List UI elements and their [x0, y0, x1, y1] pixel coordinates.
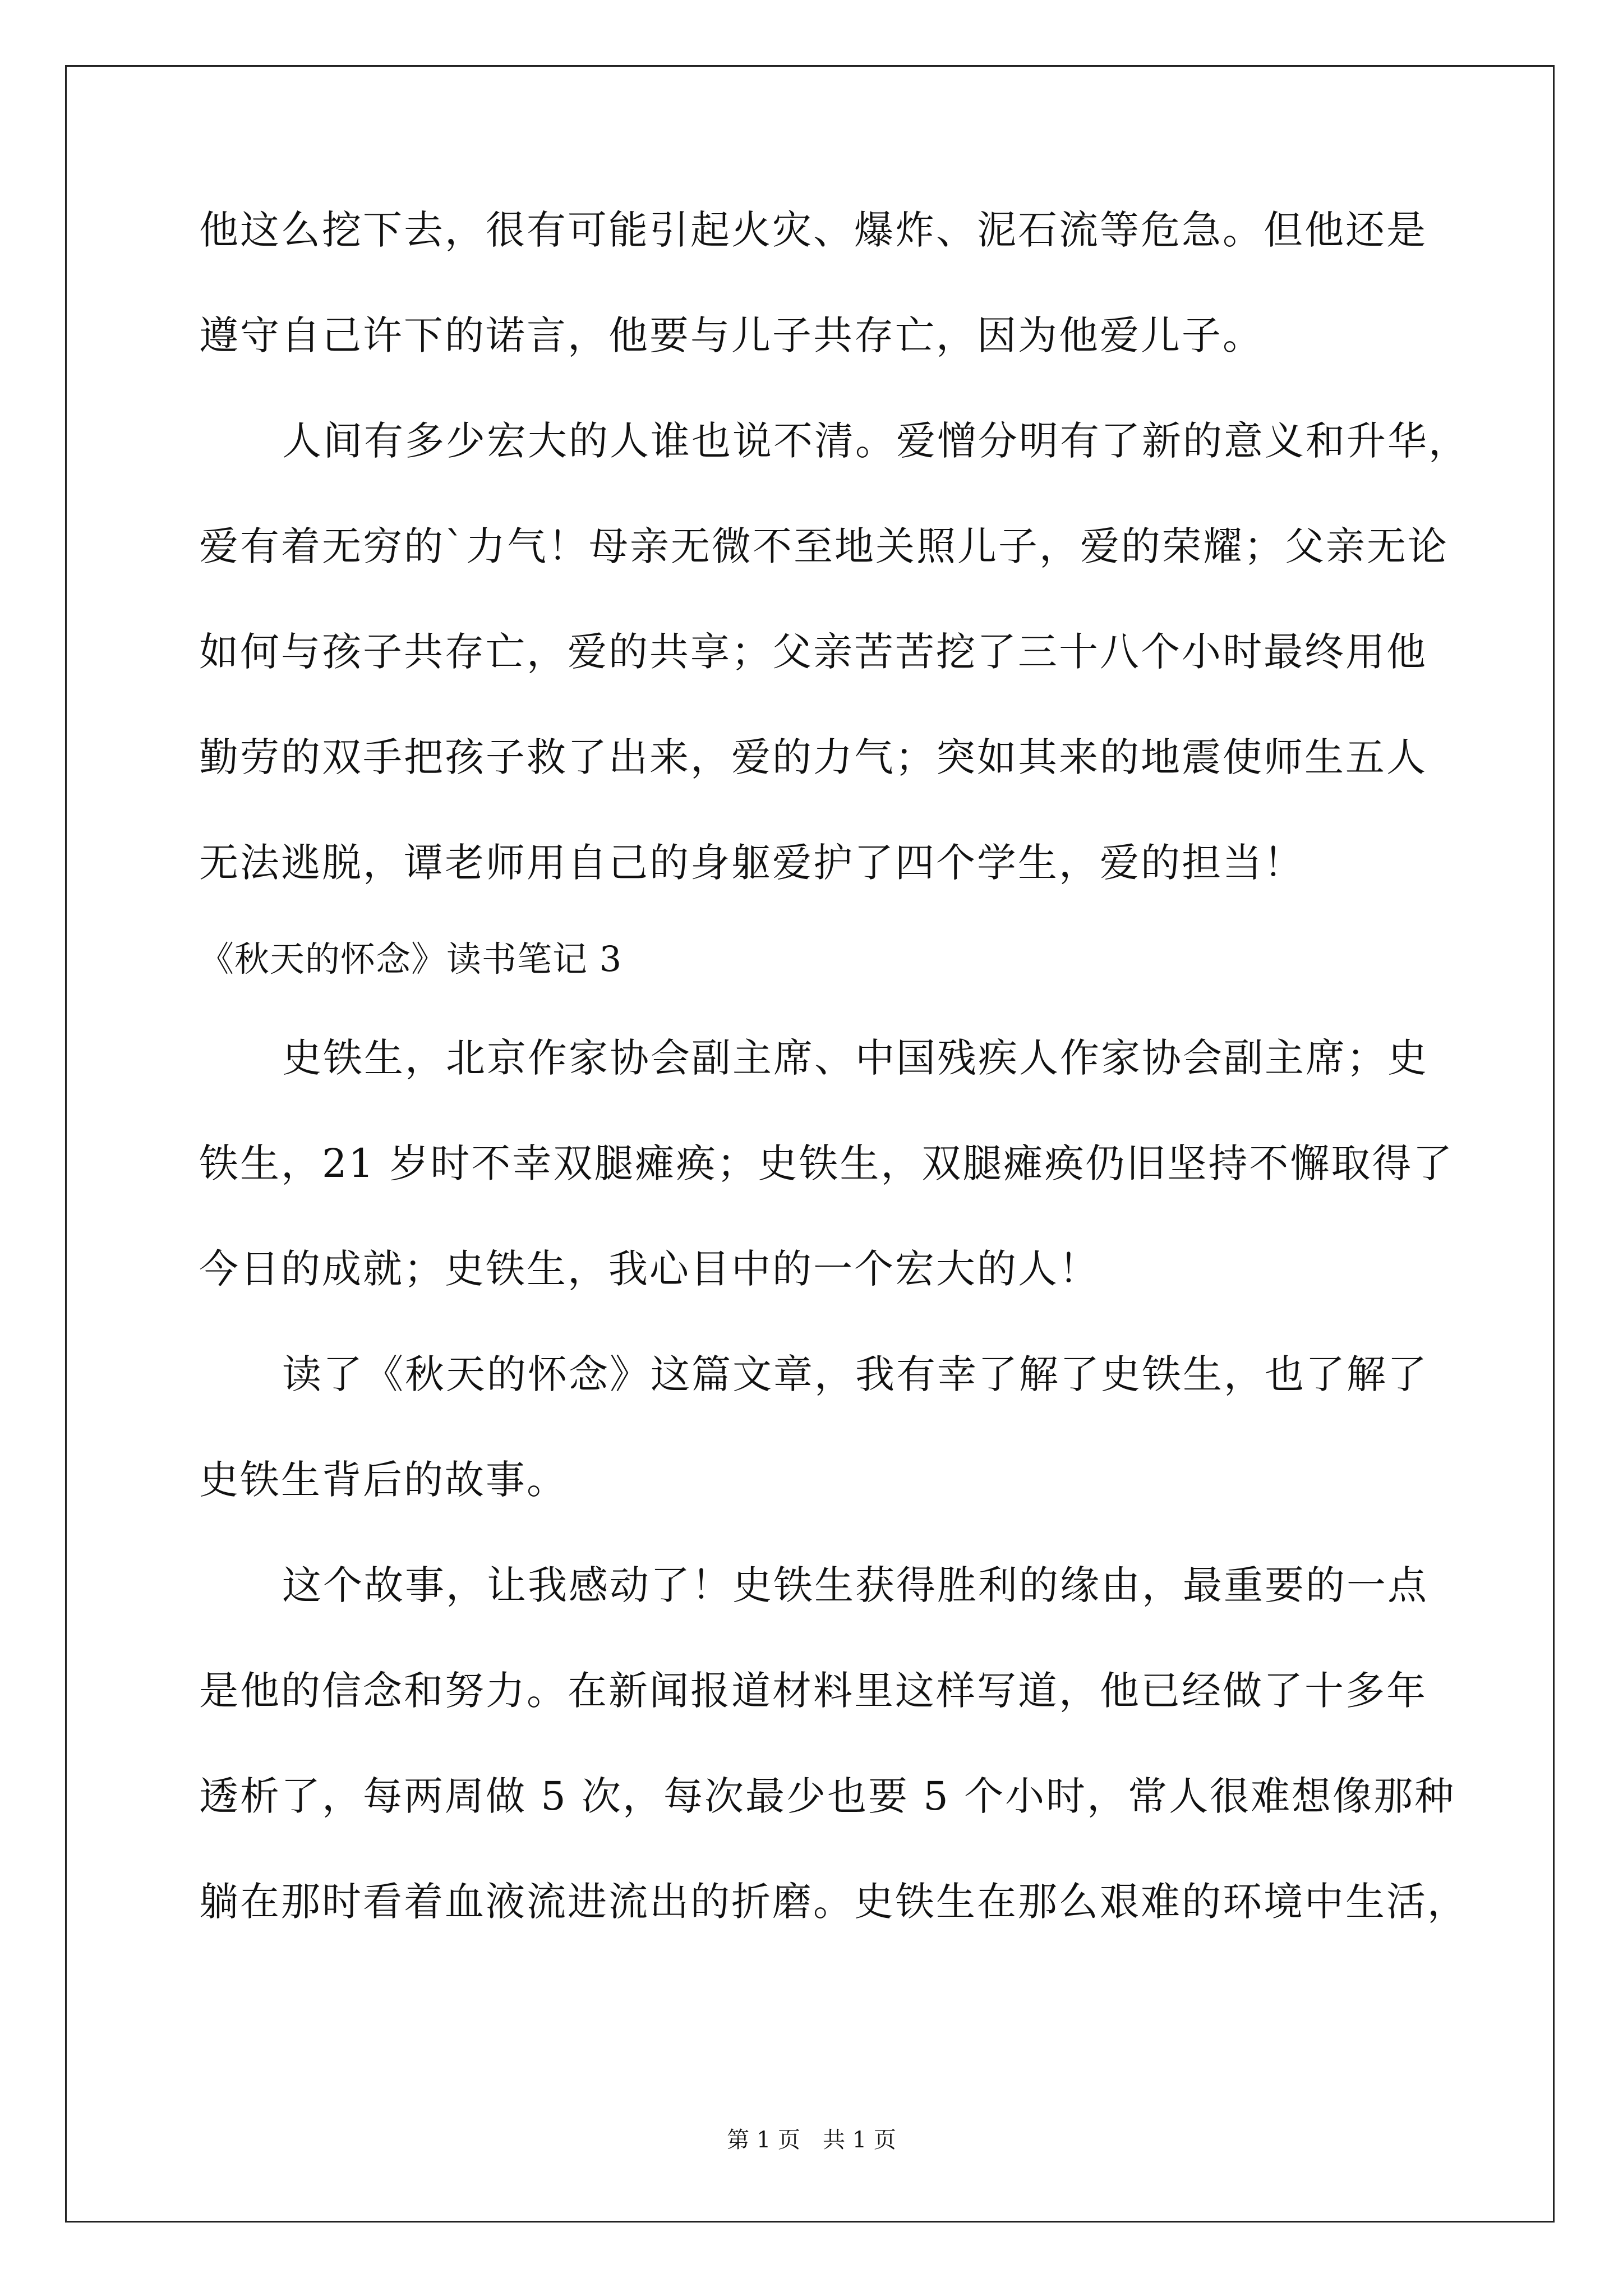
text-line: 如何与孩子共存亡，爱的共享；父亲苦苦挖了三十八个小时最终用他 — [199, 629, 1427, 675]
text-line: 遵守自己许下的诺言，他要与儿子共存亡，因为他爱儿子。 — [199, 312, 1264, 358]
paragraph-start-line: 史铁生，北京作家协会副主席、中国残疾人作家协会副主席；史 — [282, 1035, 1428, 1081]
paragraph-start-line: 这个故事，让我感动了！史铁生获得胜利的缘由，最重要的一点 — [282, 1562, 1428, 1608]
text-line: 躺在那时看着血液流进流出的折磨。史铁生在那么艰难的环境中生活， — [199, 1879, 1468, 1925]
text-line: 勤劳的双手把孩子救了出来，爱的力气；突如其来的地震使师生五人 — [199, 734, 1427, 780]
paragraph-start-line: 读了《秋天的怀念》这篇文章，我有幸了解了史铁生，也了解了 — [282, 1351, 1428, 1397]
paragraph-start-line: 人间有多少宏大的人谁也说不清。爱憎分明有了新的意义和升华， — [282, 418, 1469, 464]
text-line: 今日的成就；史铁生，我心目中的一个宏大的人！ — [199, 1246, 1100, 1292]
text-line: 是他的信念和努力。在新闻报道材料里这样写道，他已经做了十多年 — [199, 1668, 1427, 1714]
text-line: 史铁生背后的故事。 — [199, 1457, 568, 1503]
text-line: 铁生，21 岁时不幸双腿瘫痪；史铁生，双腿瘫痪仍旧坚持不懈取得了 — [199, 1140, 1454, 1186]
text-line: 透析了，每两周做 5 次，每次最少也要 5 个小时，常人很难想像那种 — [199, 1773, 1456, 1819]
text-line: 他这么挖下去，很有可能引起火灾、爆炸、泥石流等危急。但他还是 — [199, 207, 1427, 253]
section-heading: 《秋天的怀念》读书笔记 3 — [199, 938, 623, 979]
text-line: 无法逃脱，谭老师用自己的身躯爱护了四个学生，爱的担当！ — [199, 840, 1304, 886]
text-line: 爱有着无穷的`力气！母亲无微不至地关照儿子，爱的荣耀；父亲无论 — [199, 523, 1449, 569]
page-footer: 第 1 页 共 1 页 — [727, 2127, 896, 2153]
